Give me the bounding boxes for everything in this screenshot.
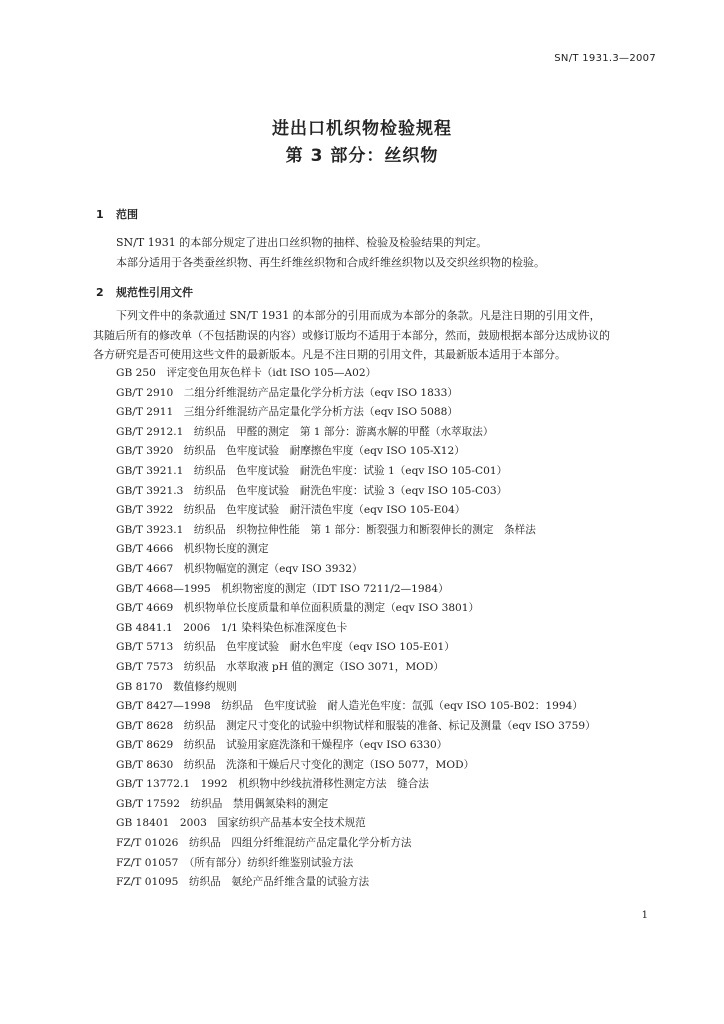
reference-item: GB 250 评定变色用灰色样卡（idt ISO 105—A02） bbox=[116, 367, 377, 379]
reference-item: GB/T 8628 纺织品 测定尺寸变化的试验中织物试样和服装的准备、标记及测量（eqv ISO 3759） bbox=[116, 719, 596, 732]
reference-item: FZ/T 01026 纺织品 四组分纤维混纺产品定量化学分析方法 bbox=[116, 836, 412, 849]
reference-item: GB 8170 数值修约规则 bbox=[116, 680, 237, 693]
section-2-title: 规范性引用文件 bbox=[116, 286, 193, 299]
page-number: 1 bbox=[641, 910, 648, 921]
section-1-body bbox=[93, 233, 661, 272]
reference-item: GB/T 2911 三组分纤维混纺产品定量化学分析方法（eqv ISO 5088） bbox=[116, 406, 458, 419]
section-2-intro bbox=[93, 306, 661, 365]
reference-item: GB/T 2912.1 纺织品 甲醛的测定 第 1 部分：游离水解的甲醛（水萃取法） bbox=[116, 425, 494, 438]
section-1-line: SN/T 1931 的本部分规定了进出口丝织物的抽样、检验及检验结果的判定。 bbox=[116, 236, 488, 249]
reference-item: GB/T 17592 纺织品 禁用偶氮染料的测定 bbox=[116, 797, 329, 810]
title-line-1: 进出口机织物检验规程 bbox=[272, 119, 452, 139]
reference-item: GB/T 4667 机织物幅宽的测定（eqv ISO 3932） bbox=[116, 562, 363, 575]
section-1-number: 1 bbox=[96, 208, 104, 221]
section-2-intro-line: 其随后所有的修改单（不包括勘误的内容）或修订版均不适用于本部分，然而，鼓励根据本部分达成协议的 bbox=[93, 328, 610, 342]
reference-item: GB/T 3923.1 纺织品 织物拉伸性能 第 1 部分：断裂强力和断裂伸长的测定 条样法 bbox=[116, 523, 536, 536]
reference-item: GB/T 2910 二组分纤维混纺产品定量化学分析方法（eqv ISO 1833） bbox=[116, 386, 458, 399]
section-2-number: 2 bbox=[96, 286, 104, 299]
reference-item: FZ/T 01057 （所有部分）纺织纤维鉴别试验方法 bbox=[116, 856, 354, 869]
standard-number: SN/T 1931.3—2007 bbox=[554, 53, 656, 64]
section-2-heading bbox=[96, 284, 193, 300]
reference-item: GB 4841.1 2006 1/1 染料染色标准深度色卡 bbox=[116, 621, 348, 634]
reference-item: GB/T 8629 纺织品 试验用家庭洗涤和干燥程序（eqv ISO 6330） bbox=[116, 738, 448, 751]
reference-list bbox=[93, 364, 661, 893]
section-1-title: 范围 bbox=[116, 208, 138, 221]
reference-item: GB/T 13772.1 1992 机织物中纱线抗滑移性测定方法 缝合法 bbox=[116, 778, 429, 791]
reference-item: FZ/T 01095 纺织品 氨纶产品纤维含量的试验方法 bbox=[116, 876, 370, 889]
reference-item: GB/T 7573 纺织品 水萃取液 pH 值的测定（ISO 3071，MOD） bbox=[116, 660, 444, 673]
reference-item: GB/T 3920 纺织品 色牢度试验 耐摩擦色牢度（eqv ISO 105-X12） bbox=[116, 445, 465, 458]
reference-item: GB/T 4668—1995 机织物密度的测定（IDT ISO 7211/2—1984） bbox=[116, 582, 449, 595]
reference-item: GB/T 4666 机织物长度的测定 bbox=[116, 543, 269, 556]
reference-item: GB/T 8427—1998 纺织品 色牢度试验 耐人造光色牢度：氙弧（eqv ISO 105-B02：1994） bbox=[116, 700, 583, 713]
reference-item: GB/T 3921.3 纺织品 色牢度试验 耐洗色牢度：试验 3（eqv ISO 105-C03） bbox=[116, 484, 508, 497]
section-1-heading bbox=[96, 206, 138, 222]
reference-item: GB/T 8630 纺织品 洗涤和干燥后尺寸变化的测定（ISO 5077，MOD） bbox=[116, 758, 475, 771]
reference-item: GB 18401 2003 国家纺织产品基本安全技术规范 bbox=[116, 817, 366, 830]
section-2-intro-line: 下列文件中的条款通过 SN/T 1931 的本部分的引用而成为本部分的条款。凡是注日期的引用文件， bbox=[116, 309, 601, 322]
document-title bbox=[0, 116, 724, 170]
reference-item: GB/T 3922 纺织品 色牢度试验 耐汗渍色牢度（eqv ISO 105-E04） bbox=[116, 504, 466, 517]
title-line-2: 第 3 部分：丝织物 bbox=[285, 146, 439, 166]
section-1-line: 本部分适用于各类蚕丝织物、再生纤维丝织物和合成纤维丝织物以及交织丝织物的检验。 bbox=[116, 255, 545, 269]
reference-item: GB/T 5713 纺织品 色牢度试验 耐水色牢度（eqv ISO 105-E01） bbox=[116, 641, 455, 654]
reference-item: GB/T 3921.1 纺织品 色牢度试验 耐洗色牢度：试验 1（eqv ISO 105-C01） bbox=[116, 464, 508, 477]
section-2-intro-line: 各方研究是否可使用这些文件的最新版本。凡是不注日期的引用文件，其最新版本适用于本部分。 bbox=[93, 348, 566, 361]
reference-item: GB/T 4669 机织物单位长度质量和单位面积质量的测定（eqv ISO 3801） bbox=[116, 602, 480, 615]
